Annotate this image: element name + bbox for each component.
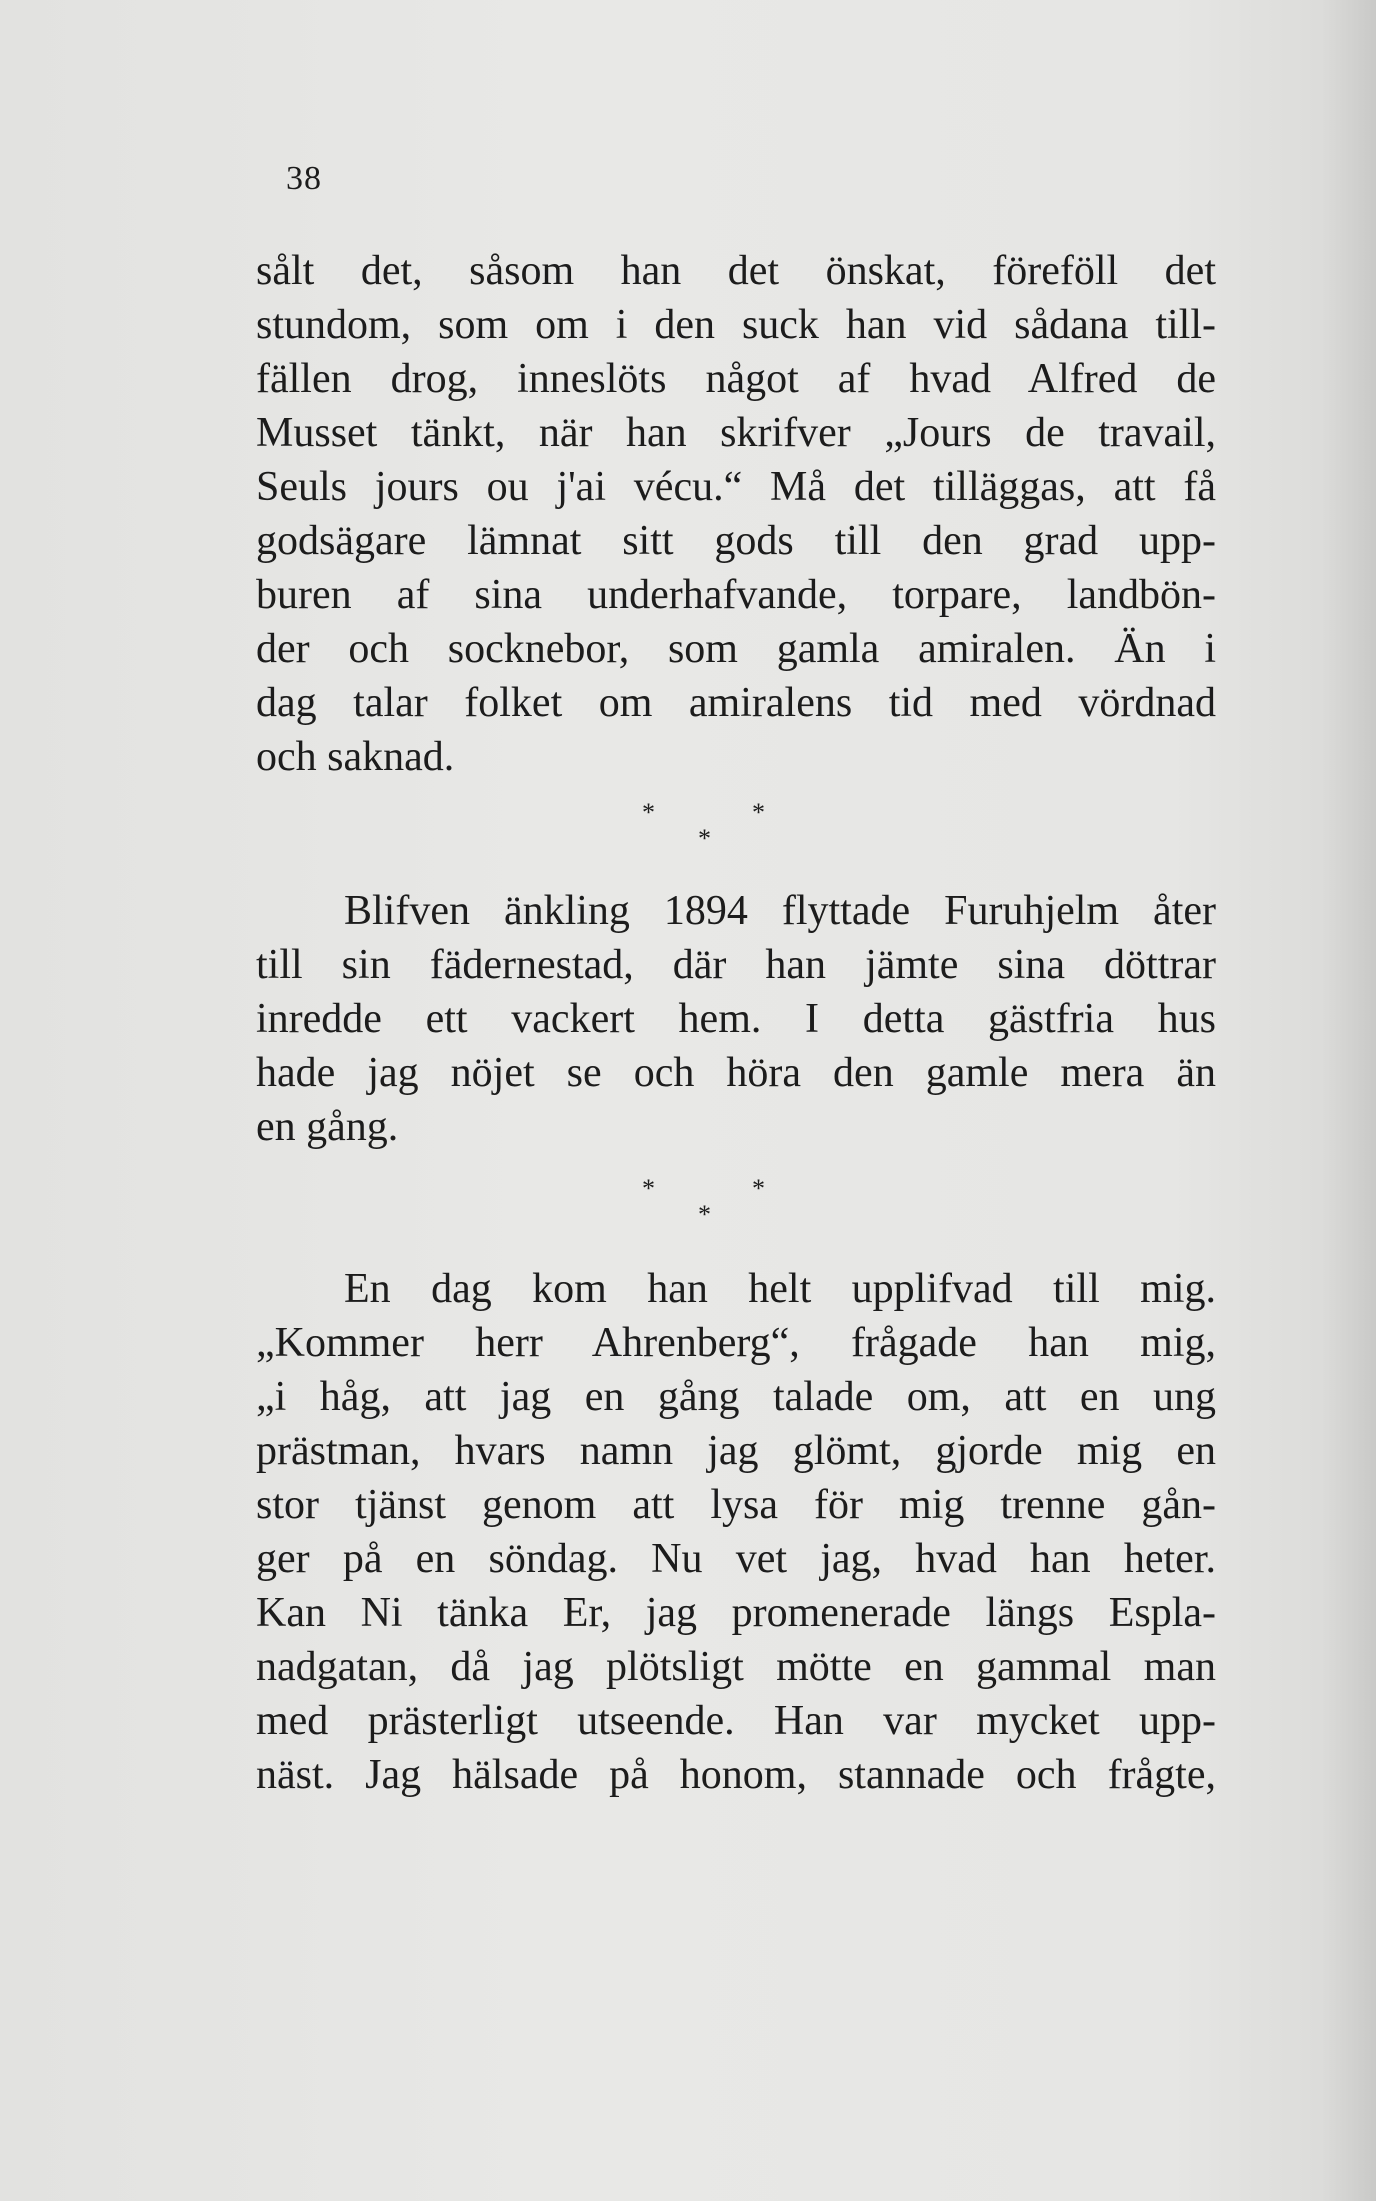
text-line: Seuls jours ou j'ai vécu.“ Må det tilläggas, att få [256,464,1216,510]
paragraph-2 [256,884,1216,1154]
text-line: till sin fädernestad, där han jämte sina döttrar [256,942,1216,988]
text-line: och saknad. [256,734,455,780]
text-line: sålt det, såsom han det önskat, föreföll det [256,248,1216,294]
asterisk-icon: * [698,1200,711,1229]
text-line: der och socknebor, som gamla amiralen. Än i [256,626,1216,672]
asterisk-icon: * [642,1174,655,1203]
asterisk-icon: * [642,798,655,827]
text-line: buren af sina underhafvande, torpare, landbön- [256,572,1216,618]
asterisk-icon: * [752,1174,765,1203]
asterisk-icon: * [752,798,765,827]
paragraph-1 [256,244,1216,784]
text-line: fällen drog, inneslöts något af hvad Alfred de [256,356,1216,402]
text-line: ger på en söndag. Nu vet jag, hvad han heter. [256,1536,1216,1582]
text-line: med prästerligt utseende. Han var mycket upp- [256,1698,1216,1744]
text-line: Musset tänkt, när han skrifver „Jours de travail, [256,410,1216,456]
text-line: inredde ett vackert hem. I detta gästfria hus [256,996,1216,1042]
section-separator [620,800,820,860]
paragraph-3 [256,1262,1216,1802]
text-line: hade jag nöjet se och höra den gamle mera än [256,1050,1216,1096]
page-number: 38 [286,160,322,197]
text-line: dag talar folket om amiralens tid med vördnad [256,680,1216,726]
text-line: „Kommer herr Ahrenberg“, frågade han mig, [256,1320,1216,1366]
text-line: nadgatan, då jag plötsligt mötte en gammal man [256,1644,1216,1690]
text-line: „i håg, att jag en gång talade om, att en ung [256,1374,1216,1420]
text-line: stundom, som om i den suck han vid sådana till- [256,302,1216,348]
text-line: prästman, hvars namn jag glömt, gjorde mig en [256,1428,1216,1474]
asterisk-icon: * [698,824,711,853]
text-line: Kan Ni tänka Er, jag promenerade längs Espla- [256,1590,1216,1636]
text-line: stor tjänst genom att lysa för mig trenne gån- [256,1482,1216,1528]
text-line: godsägare lämnat sitt gods till den grad upp- [256,518,1216,564]
text-line: näst. Jag hälsade på honom, stannade och frågte, [256,1752,1216,1798]
text-line: En dag kom han helt upplifvad till mig. [344,1266,1216,1312]
section-separator [620,1176,820,1236]
text-line: en gång. [256,1104,399,1150]
text-line: Blifven änkling 1894 flyttade Furuhjelm åter [344,888,1216,934]
